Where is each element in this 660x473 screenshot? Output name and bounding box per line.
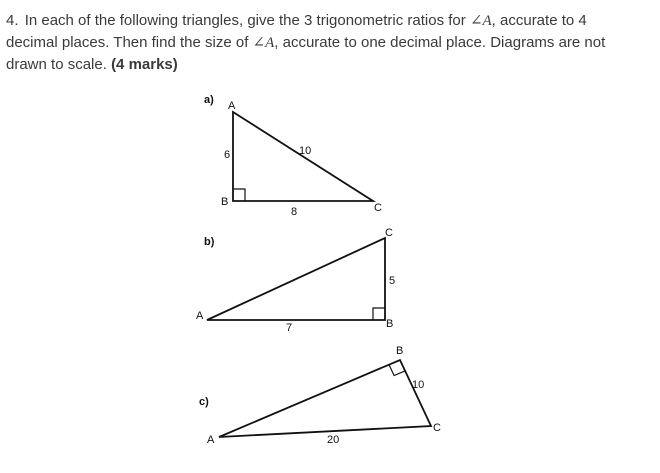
triangle-c-vertex-c: C bbox=[433, 422, 441, 434]
marks-label: (4 marks) bbox=[111, 56, 178, 73]
question-number: 4. bbox=[6, 12, 19, 29]
question-text-part-1: In each of the following triangles, give the 3 trigonometric ratios for bbox=[24, 12, 466, 29]
triangle-c bbox=[199, 345, 441, 446]
triangle-b bbox=[196, 227, 395, 334]
triangle-c-side-ac: 20 bbox=[327, 434, 340, 446]
triangle-b-shape bbox=[207, 238, 385, 320]
triangle-a-side-bc: 8 bbox=[291, 206, 298, 218]
triangle-a-label: a) bbox=[204, 94, 214, 106]
triangle-a-vertex-a: A bbox=[228, 100, 236, 112]
triangle-b-vertex-a: A bbox=[196, 310, 204, 322]
angle-a-symbol-1: ∠A bbox=[469, 13, 492, 29]
triangle-c-vertex-b: B bbox=[396, 345, 404, 357]
triangle-b-vertex-b: B bbox=[386, 318, 394, 330]
question-text-part-2: , accurate to 4 decimal places. Then find the size of bbox=[6, 12, 587, 51]
triangle-a bbox=[204, 94, 382, 218]
triangle-a-side-ab: 6 bbox=[224, 149, 231, 161]
triangle-a-side-ac: 10 bbox=[299, 145, 312, 157]
triangle-c-label: c) bbox=[199, 396, 209, 408]
triangle-b-side-ab: 7 bbox=[286, 322, 293, 334]
triangle-c-vertex-a: A bbox=[207, 434, 215, 446]
triangle-a-right-angle-marker bbox=[233, 189, 245, 201]
triangle-b-vertex-c: C bbox=[385, 227, 393, 239]
triangle-c-side-bc: 10 bbox=[412, 379, 425, 391]
triangle-b-label: b) bbox=[204, 236, 215, 248]
triangle-b-right-angle-marker bbox=[373, 308, 385, 320]
triangle-a-vertex-c: C bbox=[374, 202, 382, 214]
triangle-c-shape bbox=[219, 360, 431, 437]
triangle-b-side-bc: 5 bbox=[389, 275, 396, 287]
triangle-a-vertex-b: B bbox=[221, 196, 229, 208]
question-text-part-3: , accurate to one decimal place. Diagrams are not drawn to scale. bbox=[6, 34, 606, 73]
angle-a-symbol-2: ∠A bbox=[252, 35, 275, 51]
